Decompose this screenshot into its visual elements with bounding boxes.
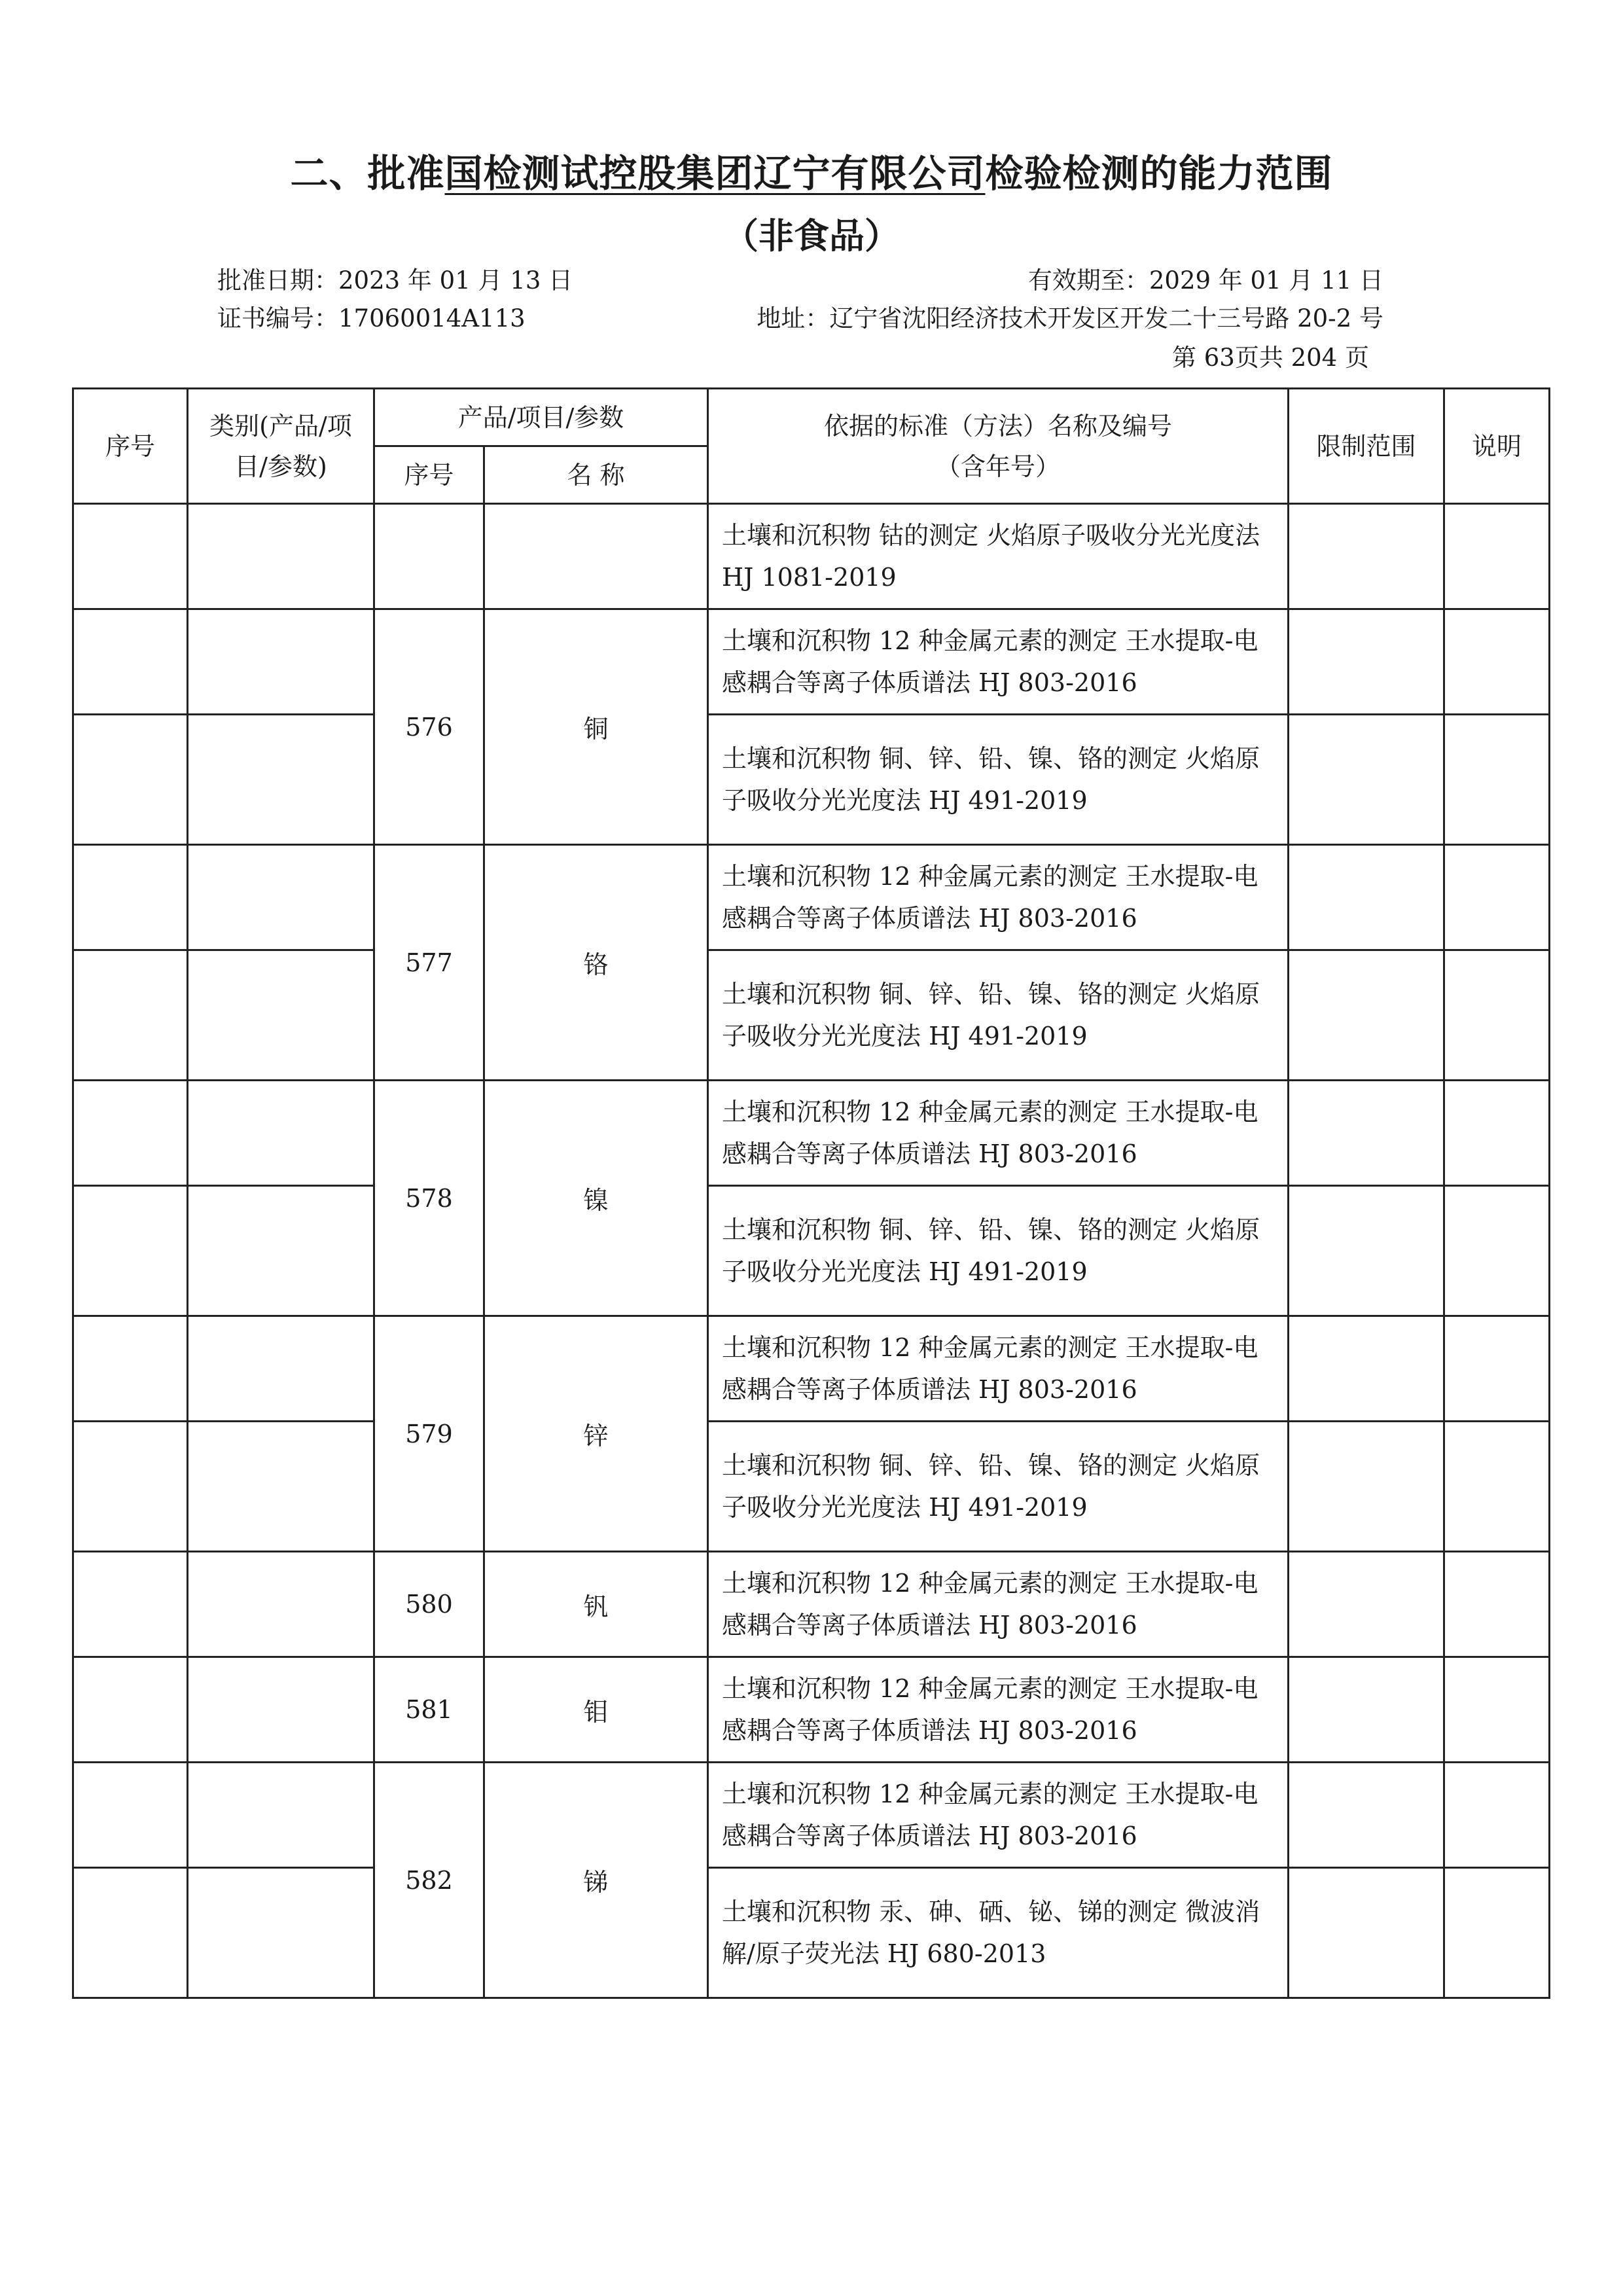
- header-note: 说明: [1444, 389, 1550, 504]
- title-suffix: 检验检测的能力范围: [985, 151, 1333, 196]
- header-standard: 依据的标准（方法）名称及编号（含年号）: [708, 389, 1289, 504]
- standard-cell: 土壤和沉积物 汞、砷、硒、铋、锑的测定 微波消解/原子荧光法 HJ 680-2013: [708, 1868, 1289, 1998]
- approval-date: 批准日期：2023 年 01 月 13 日: [217, 266, 573, 295]
- item-name: 镍: [484, 1081, 708, 1316]
- header-product-seq: 序号: [374, 446, 484, 504]
- item-seq: 579: [374, 1316, 484, 1552]
- certificate-number: 证书编号：17060014A113: [217, 304, 526, 332]
- standard-cell: 土壤和沉积物 12 种金属元素的测定 王水提取-电感耦合等离子体质谱法 HJ 803-2016: [708, 1763, 1289, 1868]
- standard-cell: 土壤和沉积物 铜、锌、铅、镍、铬的测定 火焰原子吸收分光光度法 HJ 491-2019: [708, 950, 1289, 1081]
- table-row: [73, 1422, 1550, 1552]
- header-product: 产品/项目/参数: [374, 389, 708, 446]
- item-name: 锑: [484, 1763, 708, 1998]
- item-name: 铜: [484, 609, 708, 845]
- standard-cell: 土壤和沉积物 12 种金属元素的测定 王水提取-电感耦合等离子体质谱法 HJ 803-2016: [708, 1552, 1289, 1657]
- item-name: 钒: [484, 1552, 708, 1657]
- header-limit: 限制范围: [1289, 389, 1444, 504]
- table-row: [73, 950, 1550, 1081]
- table-header-row: [73, 389, 1550, 446]
- table-row: [73, 1081, 1550, 1186]
- standard-cell: 土壤和沉积物 12 种金属元素的测定 王水提取-电感耦合等离子体质谱法 HJ 803-2016: [708, 1316, 1289, 1422]
- table-row: [73, 1316, 1550, 1422]
- table-row: [73, 1868, 1550, 1998]
- item-seq: 580: [374, 1552, 484, 1657]
- table-row: [73, 1763, 1550, 1868]
- standard-cell: 土壤和沉积物 铜、锌、铅、镍、铬的测定 火焰原子吸收分光光度法 HJ 491-2019: [708, 1186, 1289, 1316]
- table-row: [73, 504, 1550, 609]
- item-seq: 581: [374, 1657, 484, 1763]
- valid-until: 有效期至：2029 年 01 月 11 日: [1027, 266, 1383, 295]
- item-name: 锌: [484, 1316, 708, 1552]
- standard-cell: 土壤和沉积物 12 种金属元素的测定 王水提取-电感耦合等离子体质谱法 HJ 803-2016: [708, 1657, 1289, 1763]
- table-row: [73, 1657, 1550, 1763]
- item-seq: 576: [374, 609, 484, 845]
- item-seq: 578: [374, 1081, 484, 1316]
- standard-cell: 土壤和沉积物 钴的测定 火焰原子吸收分光光度法 HJ 1081-2019: [708, 504, 1289, 609]
- item-name: 铬: [484, 845, 708, 1081]
- table-row: [73, 1186, 1550, 1316]
- page-title: [0, 143, 1623, 198]
- header-category: 类别(产品/项目/参数): [188, 389, 374, 504]
- header-product-name: 名 称: [484, 446, 708, 504]
- standard-cell: 土壤和沉积物 铜、锌、铅、镍、铬的测定 火焰原子吸收分光光度法 HJ 491-2019: [708, 715, 1289, 845]
- item-name: 钼: [484, 1657, 708, 1763]
- table-row: [73, 1552, 1550, 1657]
- capability-table: [72, 387, 1550, 1999]
- address: 地址：辽宁省沈阳经济技术开发区开发二十三号路 20-2 号: [757, 304, 1383, 332]
- item-seq: 582: [374, 1763, 484, 1998]
- table-row: [73, 715, 1550, 845]
- header-seq: 序号: [73, 389, 188, 504]
- table-row: [73, 845, 1550, 950]
- item-seq: 577: [374, 845, 484, 1081]
- standard-cell: 土壤和沉积物 12 种金属元素的测定 王水提取-电感耦合等离子体质谱法 HJ 803-2016: [708, 1081, 1289, 1186]
- title-organization: 国检测试控股集团辽宁有限公司: [444, 151, 986, 196]
- standard-cell: 土壤和沉积物 铜、锌、铅、镍、铬的测定 火焰原子吸收分光光度法 HJ 491-2019: [708, 1422, 1289, 1552]
- page-number: 第 63页共 204 页: [1172, 344, 1369, 372]
- title-prefix: 二、批准: [290, 151, 445, 196]
- standard-cell: 土壤和沉积物 12 种金属元素的测定 王水提取-电感耦合等离子体质谱法 HJ 803-2016: [708, 845, 1289, 950]
- standard-cell: 土壤和沉积物 12 种金属元素的测定 王水提取-电感耦合等离子体质谱法 HJ 803-2016: [708, 609, 1289, 715]
- page-subtitle: （非食品）: [723, 215, 900, 257]
- table-row: [73, 609, 1550, 715]
